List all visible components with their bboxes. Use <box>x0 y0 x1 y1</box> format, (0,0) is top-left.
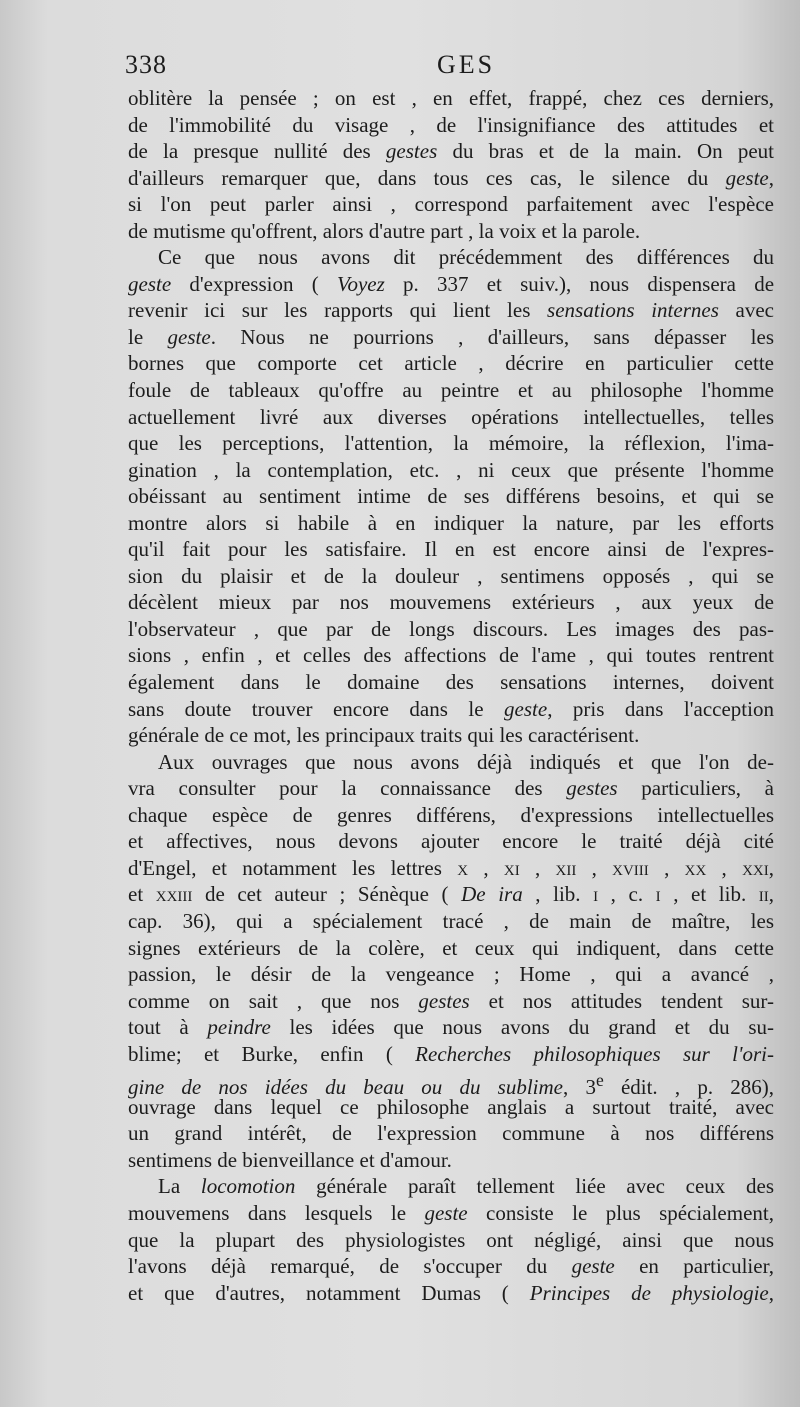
text-line: qu'il fait pour les satisfaire. Il en est encore ainsi de l'expres- <box>128 537 774 562</box>
text-line: et que d'autres, notamment Dumas ( Principes de physiologie, <box>128 1280 774 1305</box>
text-line: passion, le désir de la vengeance ; Home , qui a avancé , <box>128 962 774 987</box>
text-line: montre alors si habile à en indiquer la nature, par les efforts <box>128 510 774 535</box>
text-line: de mutisme qu'offrent, alors d'autre part , la voix et la parole. <box>128 218 641 243</box>
text-line: un grand intérêt, de l'expression commune à nos différens <box>128 1121 774 1146</box>
text-line: mouvemens dans lesquels le geste consiste le plus spécialement, <box>128 1200 774 1225</box>
text-line: oblitère la pensée ; on est , en effet, frappé, chez ces derniers, <box>128 86 774 110</box>
text-line: l'observateur , que par de longs discours. Les images des pas- <box>128 616 774 641</box>
text-line: générale de ce mot, les principaux traits qui les caractérisent. <box>128 723 640 748</box>
page-header <box>125 50 775 82</box>
text-line: d'Engel, et notamment les lettres x , xi , xii , xviii , xx , xxi, <box>128 855 775 880</box>
text-line: sions , enfin , et celles des affections de l'ame , qui toutes rentrent <box>128 643 774 668</box>
text-line: le geste. Nous ne pourrions , d'ailleurs, sans dépasser les <box>128 324 775 349</box>
text-line: ouvrage dans lequel ce philosophe anglais a surtout traité, avec <box>128 1094 774 1119</box>
text-line: gination , la contemplation, etc. , ni ceux que présente l'homme <box>128 457 774 482</box>
text-line: vra consulter pour la connaissance des gestes particuliers, à <box>128 776 774 801</box>
text-line: sans doute trouver encore dans le geste, pris dans l'acception <box>128 696 774 721</box>
running-head: GES <box>437 50 496 79</box>
text-line: chaque espèce de genres différens, d'expressions intellectuelles <box>128 802 774 827</box>
text-line: tout à peindre les idées que nous avons du grand et du su- <box>128 1015 774 1040</box>
body-text <box>128 85 774 1306</box>
text-line: et affectives, nous devons ajouter encore le traité déjà cité <box>128 829 774 854</box>
text-line: sentimens de bienveillance et d'amour. <box>128 1147 452 1172</box>
text-line: sion du plaisir et de la douleur , sentimens opposés , qui se <box>128 563 774 588</box>
text-line: blime; et Burke, enfin ( Recherches philosophiques sur l'ori- <box>128 1041 774 1066</box>
text-line: gine de nos idées du beau ou du sublime, 3e édit. , p. 286), <box>128 1070 775 1100</box>
text-line: obéissant au sentiment intime de ses différens besoins, et qui se <box>128 484 774 509</box>
text-line: foule de tableaux qu'offre au peintre et au philosophe l'homme <box>128 378 774 403</box>
text-line: également dans le domaine des sensations internes, doivent <box>128 670 774 695</box>
text-line: revenir ici sur les rapports qui lient les sensations internes avec <box>128 298 774 323</box>
text-line: si l'on peut parler ainsi , correspond parfaitement avec l'espèce <box>128 192 774 217</box>
page-number: 338 <box>125 50 167 79</box>
text-line: signes extérieurs de la colère, et ceux qui indiquent, dans cette <box>128 935 774 960</box>
text-line: bornes que comporte cet article , décrire en particulier cette <box>128 351 774 376</box>
text-line: décèlent mieux par nos mouvemens extérieurs , aux yeux de <box>128 590 774 615</box>
text-line: actuellement livré aux diverses opérations intellectuelles, telles <box>128 404 774 429</box>
text-line: et xxiii de cet auteur ; Sénèque ( De ira , lib. i , c. i , et lib. ii, <box>128 882 775 907</box>
text-line: La locomotion générale paraît tellement liée avec ceux des <box>158 1174 774 1199</box>
text-line: de l'immobilité du visage , de l'insignifiance des attitudes et <box>128 112 774 137</box>
text-line: cap. 36), qui a spécialement tracé , de main de maître, les <box>128 908 774 933</box>
text-line: l'avons déjà remarqué, de s'occuper du geste en particulier, <box>128 1254 774 1279</box>
text-line: de la presque nullité des gestes du bras et de la main. On peut <box>128 139 774 164</box>
text-line: que les perceptions, l'attention, la mémoire, la réflexion, l'ima- <box>128 431 774 456</box>
text-line: Ce que nous avons dit précédemment des différences du <box>158 245 774 270</box>
text-line: Aux ouvrages que nous avons déjà indiqués et que l'on de- <box>158 749 774 774</box>
text-line: que la plupart des physiologistes ont négligé, ainsi que nous <box>128 1227 774 1252</box>
text-line: geste d'expression ( Voyez p. 337 et suiv.), nous dispensera de <box>128 271 775 296</box>
text-line: comme on sait , que nos gestes et nos attitudes tendent sur- <box>128 988 774 1013</box>
text-line: d'ailleurs remarquer que, dans tous ces cas, le silence du geste, <box>128 165 774 190</box>
